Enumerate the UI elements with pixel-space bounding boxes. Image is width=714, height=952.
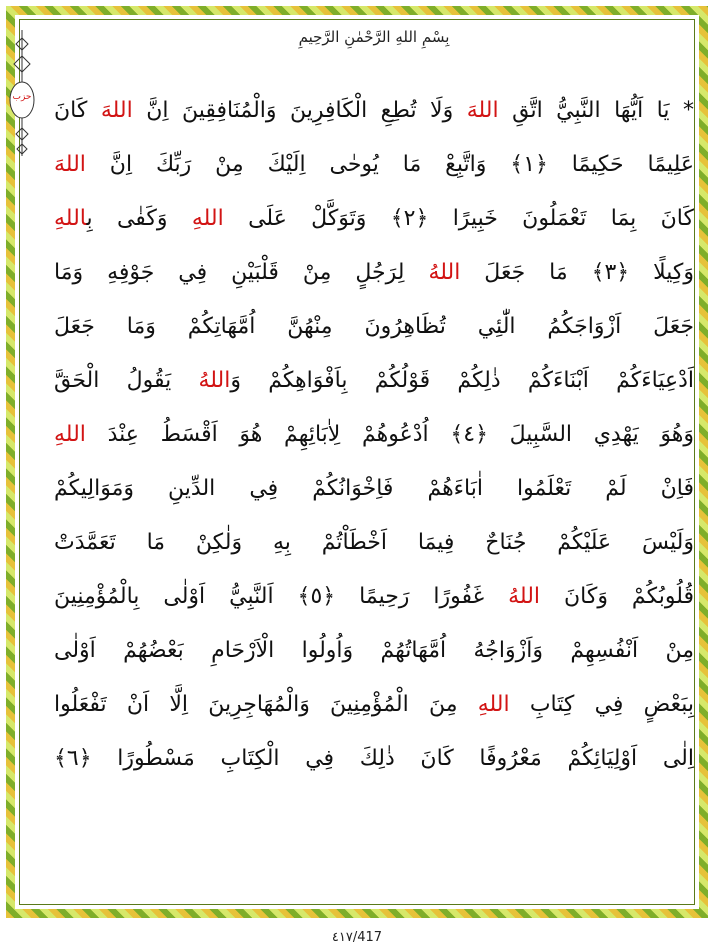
hizb-marker-label: حزب	[12, 92, 32, 102]
text-line	[48, 84, 700, 138]
divine-name: اللهِ	[54, 206, 87, 231]
text-line	[48, 300, 700, 354]
divine-name: اللهُ	[428, 260, 461, 285]
page-content	[48, 22, 700, 902]
text-run: اَدْعِيَاءَكُمْ اَبْنَاءَكُمْ ذٰلِكُمْ قَوْلُكُمْ بِاَفْوَاهِكُمْ وَ	[230, 368, 694, 393]
text-run: لِرَجُلٍ مِنْ قَلْبَيْنِ فِي جَوْفِهِ وَمَا	[54, 260, 429, 285]
text-line	[48, 408, 700, 462]
text-line	[48, 354, 700, 408]
text-line	[48, 624, 700, 678]
text-run: وَكِيلًا ﴿٣﴾ مَا جَعَلَ	[460, 260, 695, 285]
text-run: عَلِيمًا حَكِيمًا ﴿١﴾ وَاتَّبِعْ مَا يُوحٰى اِلَيْكَ مِنْ رَبِّكَ اِنَّ	[85, 152, 694, 177]
text-line	[48, 678, 700, 732]
divine-name: اللهُ	[198, 368, 231, 393]
text-run: كَانَ بِمَا تَعْمَلُونَ خَبِيرًا ﴿٢﴾ وَتَوَكَّلْ عَلَى	[223, 206, 694, 231]
divine-name: اللهَ	[466, 98, 499, 123]
text-run: اِلٰى اَوْلِيَائِكُمْ مَعْرُوفًا كَانَ ذٰلِكَ فِي الْكِتَابِ مَسْطُورًا ﴿٦﴾	[54, 746, 694, 771]
text-lines	[48, 84, 700, 786]
text-run: مِنْ اَنْفُسِهِمْ وَاَزْوَاجُهُ اُمَّهَاتُهُمْ وَاُولُوا الْاَرْحَامِ بَعْضُهُمْ اَوْلٰى	[54, 638, 694, 663]
text-run: وَكَفٰى بِ	[86, 206, 192, 231]
text-line	[48, 516, 700, 570]
divine-name: اللهِ	[477, 692, 510, 717]
text-run: يَقُولُ الْحَقَّ	[54, 368, 199, 393]
divine-name: اللهُ	[508, 584, 541, 609]
text-run: وَلَيْسَ عَلَيْكُمْ جُنَاحٌ فِيمَا اَخْطَاْتُمْ بِهِ وَلٰكِنْ مَا تَعَمَّدَتْ	[54, 530, 694, 555]
text-run: بِبَعْضٍ فِي كِتَابِ	[509, 692, 694, 717]
text-run: مِنَ الْمُؤْمِنِينَ وَالْمُهَاجِرِينَ اِلَّا اَنْ تَفْعَلُوا	[54, 692, 478, 717]
divine-name: اللهَ	[100, 98, 133, 123]
text-line	[48, 570, 700, 624]
text-run: وَهُوَ يَهْدِي السَّبِيلَ ﴿٤﴾ اُدْعُوهُمْ لِاٰبَائِهِمْ هُوَ اَقْسَطُ عِنْدَ	[85, 422, 694, 447]
divine-name: اللهَ	[54, 152, 86, 177]
page-number: ٤١٧/417	[331, 930, 383, 945]
text-run: وَلَا تُطِعِ الْكَافِرِينَ وَالْمُنَافِقِينَ اِنَّ	[132, 98, 467, 123]
text-run: غَفُورًا رَحِيمًا ﴿٥﴾ اَلنَّبِيُّ اَوْلٰى بِالْمُؤْمِنِينَ	[54, 584, 509, 609]
text-line	[48, 732, 700, 786]
text-run: قُلُوبُكُمْ وَكَانَ	[540, 584, 695, 609]
text-run: كَانَ	[54, 98, 101, 123]
divine-name: اللهِ	[191, 206, 224, 231]
text-run: جَعَلَ اَزْوَاجَكُمُ الّٰئِي تُظَاهِرُونَ مِنْهُنَّ اُمَّهَاتِكُمْ وَمَا جَعَلَ	[54, 314, 694, 339]
text-line	[48, 462, 700, 516]
text-line	[48, 192, 700, 246]
basmala-header: بِسْمِ اللهِ الرَّحْمٰنِ الرَّحِيمِ	[298, 28, 450, 46]
text-line	[48, 138, 700, 192]
text-run: * يَا اَيُّهَا النَّبِيُّ اتَّقِ	[498, 98, 694, 123]
text-line	[48, 246, 700, 300]
divine-name: اللهِ	[54, 422, 86, 447]
text-run: فَاِنْ لَمْ تَعْلَمُوا اٰبَاءَهُمْ فَاِخْوَانُكُمْ فِي الدِّينِ وَمَوَالِيكُمْ	[54, 476, 694, 501]
